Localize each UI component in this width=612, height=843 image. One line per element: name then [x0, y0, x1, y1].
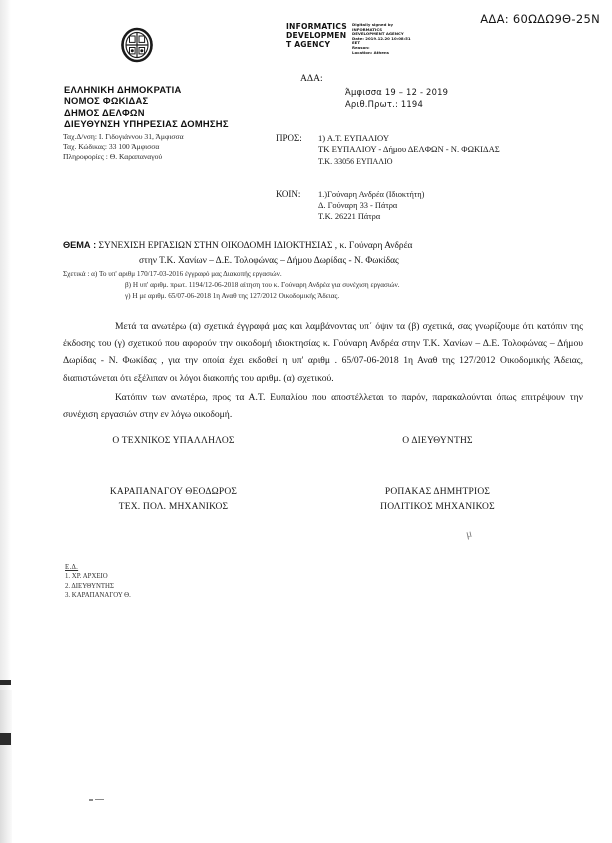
- signature-right-title: Ο ΔΙΕΥΘΥΝΤΗΣ: [402, 436, 473, 446]
- copy-to-label: ΚΟΙΝ:: [276, 189, 301, 199]
- contact-info: [63, 132, 184, 161]
- recipient-line-1: 1) Α.Τ. ΕΥΠΑΛΙΟΥ: [318, 133, 390, 143]
- scan-edge-artifact-lower: [0, 690, 12, 843]
- distribution-list: [65, 563, 131, 601]
- signature-detail-line-7: Location: Athens: [352, 50, 389, 55]
- signature-detail-line-6: Reason:: [352, 45, 370, 50]
- signature-detail-line-2: INFORMATICS: [352, 27, 383, 32]
- signature-block-left: [66, 434, 281, 515]
- signature-detail-line-5: EET: [352, 41, 360, 46]
- scan-dark-band-mid: [0, 733, 11, 745]
- copy-to-line-3: Τ.Κ. 26221 Πάτρα: [318, 212, 381, 222]
- letterhead-line-2: ΝΟΜΟΣ ΦΩΚΙΔΑΣ: [64, 95, 149, 107]
- recipient-label: ΠΡΟΣ:: [276, 133, 302, 143]
- protocol-number: Αριθ.Πρωτ.: 1194: [345, 99, 423, 109]
- letterhead: [64, 84, 229, 130]
- distribution-header: Ε.Δ.: [65, 564, 79, 571]
- body-paragraph-1: Μετά τα ανωτέρω (α) σχετικά έγγραφά μας και λαμβάνοντας υπ΄ όψιν τα (β) σχετικά, σας γνωρίζουμε ότι κατόπιν της έκδοσης του (γ) σχετικού που αφορούν την οικοδομή ιδιοκτησίας κ. Γούναρη Ανδρέα στην Τ.Κ. Χανίων – Δ.Ε. Τολοφώνας – Δήμου Δωρίδας - Ν. Φωκίδας , για την οποία έχει εκδοθεί η υπ' αριθμ . 65/07-06-2018 1η Αναθ της 127/2012 Οικοδομικής Άδειας, διαπιστώνεται ότι εξέλιπαν οι λόγοι διακοπής του αριθμ. (α) σχετικού.: [63, 321, 583, 384]
- reference-line-a: Σχετικά : α) Το υπ' αριθμ 170/17-03-2016 έγγραφό μας Διακοπής εργασιών.: [63, 270, 282, 278]
- contact-address: Ταχ.Δ/νση: Ι. Γιδογιάννου 31, Άμφισσα: [63, 132, 184, 141]
- ada-code: ΑΔΑ: 60ΩΔΩ9Θ-25Ν: [480, 12, 600, 26]
- place-and-date: Άμφισσα 19 – 12 - 2019: [345, 87, 449, 97]
- document-body: [63, 318, 583, 425]
- recipient-block: [318, 133, 500, 167]
- ada-label: ΑΔΑ:: [300, 73, 323, 84]
- reference-line-b: β) Η υπ' αριθμ. πρωτ. 1194/12-06-2018 αίτηση του κ. Γούναρη Ανδρέα για συνέχιση εργασιών.: [125, 281, 400, 290]
- distribution-item-2: 2. ΔΙΕΥΘΥΝΤΗΣ: [65, 582, 114, 590]
- hellenic-republic-emblem-icon: [120, 26, 154, 66]
- letterhead-line-4: ΔΙΕΥΘΥΝΣΗ ΥΠΗΡΕΣΙΑΣ ΔΟΜΗΣΗΣ: [64, 118, 229, 130]
- recipient-line-2: ΤΚ ΕΥΠΑΛΙΟΥ - Δήμου ΔΕΛΦΩΝ - Ν. ΦΩΚΙΔΑΣ: [318, 144, 500, 155]
- distribution-item-1: 1. ΧΡ. ΑΡΧΕΙΟ: [65, 573, 108, 581]
- recipient-line-3: Τ.Κ. 33056 ΕΥΠΑΛΙΟ: [318, 156, 393, 166]
- digital-signature-stamp: [286, 22, 436, 55]
- subject-block: [63, 238, 593, 268]
- signature-details: [352, 22, 432, 55]
- subject-line-2: στην Τ.Κ. Χανίων – Δ.Ε. Τολοφώνας – Δήμου Δωρίδας - Ν. Φωκίδας: [139, 255, 399, 266]
- signature-detail-line-1: Digitally signed by: [352, 23, 394, 27]
- signature-block-right: [330, 434, 545, 515]
- scan-speck: [89, 799, 93, 801]
- signature-right-name: ΡΟΠΑΚΑΣ ΔΗΜΗΤΡΙΟΣ: [384, 487, 491, 497]
- contact-postcode: Ταχ. Κώδικας: 33 100 Άμφισσα: [63, 141, 160, 151]
- copy-to-block: [318, 189, 424, 223]
- signature-agency-name: [286, 22, 348, 50]
- signature-agency-line-2: DEVELOPMEN: [286, 31, 347, 41]
- contact-info-person: Πληροφορίες : Θ. Καραπαναγού: [63, 151, 163, 161]
- subject-line-1: ΣΥΝΕΧΙΣΗ ΕΡΓΑΣΙΩΝ ΣΤΗΝ ΟΙΚΟΔΟΜΗ ΙΔΙΟΚΤΗΣΙΑΣ , κ. Γούναρη Ανδρέα: [98, 241, 413, 251]
- signature-left-role: ΤΕΧ. ΠΟΛ. ΜΗΧΑΝΙΚΟΣ: [118, 502, 229, 512]
- signature-agency-line-3: T AGENCY: [286, 40, 331, 50]
- signature-left-name: ΚΑΡΑΠΑΝΑΓΟΥ ΘΕΟΔΩΡΟΣ: [109, 487, 238, 497]
- date-protocol-block: [345, 86, 448, 110]
- scan-speck-2: [95, 799, 104, 800]
- body-paragraph-2: Κατόπιν των ανωτέρω, προς τα Α.Τ. Ευπαλίου που αποστέλλεται το παρόν, παρακαλούνται όπως επιτρέψουν την συνέχιση εργασιών στην εν λόγω οικοδομή.: [63, 391, 583, 421]
- copy-to-line-2: Δ. Γούναρη 33 - Πάτρα: [318, 201, 398, 211]
- letterhead-line-3: ΔΗΜΟΣ ΔΕΛΦΩΝ: [64, 106, 145, 118]
- scan-dark-band-top: [0, 680, 11, 685]
- signature-right-role: ΠΟΛΙΤΙΚΟΣ ΜΗΧΑΝΙΚΟΣ: [380, 502, 495, 512]
- handwritten-pen-mark: μ: [464, 527, 474, 541]
- signature-left-title: Ο ΤΕΧΝΙΚΟΣ ΥΠΑΛΛΗΛΟΣ: [112, 436, 235, 446]
- subject-label: ΘΕΜΑ :: [63, 240, 97, 250]
- copy-to-line-1: 1.)Γούναρη Ανδρέα (Ιδιοκτήτη): [318, 190, 425, 199]
- signature-agency-line-1: INFORMATICS: [286, 22, 347, 31]
- signature-detail-line-4: Date: 2019.12.20 10:08:51: [352, 36, 411, 41]
- letterhead-line-1: ΕΛΛΗΝΙΚΗ ΔΗΜΟΚΡΑΤΙΑ: [64, 84, 182, 95]
- distribution-item-3: 3. ΚΑΡΑΠΑΝΑΓΟΥ Θ.: [65, 592, 131, 600]
- reference-line-c: γ) Η με αριθμ. 65/07-06-2018 1η Αναθ της 127/2012 Οικοδομικής Άδειας.: [125, 292, 340, 301]
- references-block: [63, 269, 583, 303]
- signature-detail-line-3: DEVELOPMENT AGENCY: [352, 32, 404, 37]
